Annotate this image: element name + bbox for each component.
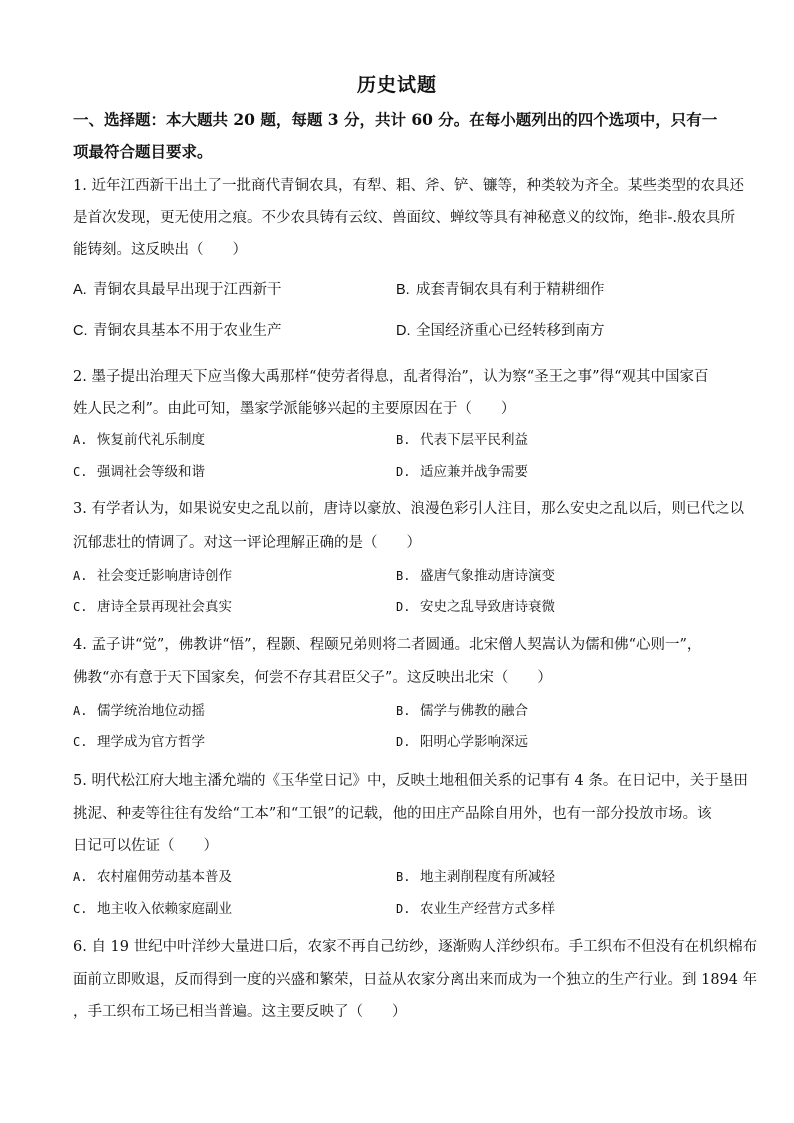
question-6-line-1: 6. 自 19 世纪中叶洋纱大量进口后，农家不再自己纺纱，逐渐购人洋纱织布。手工织布不但没有在机织棉布 — [73, 939, 758, 955]
option-text: 阳明心学影响深远 — [420, 734, 528, 750]
question-5-option-c — [73, 898, 232, 920]
question-3-option-b — [396, 565, 555, 587]
option-key: A. — [73, 433, 88, 447]
option-key: A. — [73, 704, 88, 718]
page-title: 历史试题 — [356, 74, 437, 96]
option-text: 理学成为官方哲学 — [97, 734, 205, 750]
option-text: 青铜农具最早出现于江西新干 — [93, 282, 282, 298]
option-text: 青铜农具基本不用于农业生产 — [93, 323, 282, 339]
option-key: A. — [73, 870, 88, 884]
question-4-line-1: 4. 孟子讲“觉”，佛教讲“悟”，程颢、程颐兄弟则将二者圆通。北宋僧人契嵩认为儒和佛“心则一”， — [73, 637, 702, 653]
option-text: 安史之乱导致唐诗衰微 — [420, 599, 555, 615]
question-3-option-a — [73, 565, 232, 587]
option-text: 代表下层平民利益 — [420, 432, 528, 448]
question-4-option-c — [73, 731, 205, 753]
question-1-option-c — [73, 320, 282, 342]
question-6-line-2: 面前立即败退，反而得到一度的兴盛和繁荣，日益从农家分离出来而成为一个独立的生产行业。到 1894 年 — [73, 972, 758, 988]
question-5-line-2: 挑泥、种麦等往往有发给“工本”和“工银”的记载，他的田庄产品除自用外，也有一部分投放市场。该 — [73, 806, 712, 822]
question-2-line-1: 2. 墨子提出治理天下应当像大禹那样“使劳者得息，乱者得治”，认为察“圣王之事”得“观其中国家百 — [73, 369, 709, 385]
option-text: 全国经济重心已经转移到南方 — [416, 323, 605, 339]
question-5-option-d — [396, 898, 555, 920]
option-key: C. — [73, 735, 88, 749]
question-1-line-3: 能铸刻。这反映出（ ） — [73, 242, 247, 258]
option-text: 唐诗全景再现社会真实 — [97, 599, 232, 615]
option-text: 强调社会等级和谐 — [97, 464, 205, 480]
question-5-option-a — [73, 866, 232, 888]
option-key: B. — [396, 569, 411, 583]
question-6-line-3: ，手工织布工场已相当普遍。这主要反映了（ ） — [73, 1004, 407, 1020]
option-text: 成套青铜农具有利于精耕细作 — [416, 282, 605, 298]
option-text: 地主收入依赖家庭副业 — [97, 901, 232, 917]
option-key: D. — [396, 902, 411, 916]
option-key: A. — [73, 282, 87, 298]
option-text: 儒学统治地位动摇 — [97, 703, 205, 719]
question-1-option-a — [73, 279, 282, 301]
question-1-line-1: 1. 近年江西新干出土了一批商代青铜农具，有犁、耜、斧、铲、镰等，种类较为齐全。某些类型的农具还 — [73, 178, 744, 194]
question-4-option-a — [73, 700, 205, 722]
section-heading-line-2: 项最符合题目要求。 — [73, 142, 213, 161]
question-3-line-1: 3. 有学者认为，如果说安史之乱以前，唐诗以豪放、浪漫色彩引人注目，那么安史之乱以后，则已代之以 — [73, 501, 744, 517]
question-2-option-c — [73, 461, 205, 483]
question-5-line-1: 5. 明代松江府大地主潘允端的《玉华堂日记》中，反映土地租佃关系的记事有 4 条。在日记中，关于垦田 — [73, 773, 748, 789]
option-text: 农业生产经营方式多样 — [420, 901, 555, 917]
option-text: 社会变迁影响唐诗创作 — [97, 568, 232, 584]
option-text: 儒学与佛教的融合 — [420, 703, 528, 719]
option-key: C. — [73, 600, 88, 614]
question-1-option-d — [396, 320, 605, 342]
option-text: 地主剥削程度有所减轻 — [420, 869, 555, 885]
question-3-line-2: 沉郁悲壮的情调了。对这一评论理解正确的是（ ） — [73, 535, 421, 551]
option-key: B. — [396, 433, 411, 447]
option-key: C. — [73, 902, 88, 916]
option-key: D. — [396, 735, 411, 749]
question-2-option-d — [396, 461, 528, 483]
question-2-line-2: 姓人民之利”。由此可知，墨家学派能够兴起的主要原因在于（ ） — [73, 401, 516, 417]
option-key: B. — [396, 282, 410, 298]
option-key: B. — [396, 704, 411, 718]
question-1-option-b — [396, 279, 605, 301]
question-5-option-b — [396, 866, 555, 888]
section-heading-line-1: 一、选择题：本大题共 20 题，每题 3 分，共计 60 分。在每小题列出的四个选项中，只有一 — [73, 110, 718, 129]
question-4-option-b — [396, 700, 528, 722]
option-text: 盛唐气象推动唐诗演变 — [420, 568, 555, 584]
option-key: D. — [396, 600, 411, 614]
option-text: 农村雇佣劳动基本普及 — [97, 869, 232, 885]
option-text: 恢复前代礼乐制度 — [97, 432, 205, 448]
option-key: A. — [73, 569, 88, 583]
question-4-option-d — [396, 731, 528, 753]
question-5-line-3: 日记可以佐证（ ） — [73, 838, 218, 854]
question-3-option-c — [73, 596, 232, 618]
question-1-line-2: 是首次发现，更无使用之痕。不少农具铸有云纹、兽面纹、蝉纹等具有神秘意义的纹饰，绝非-.般农具所 — [73, 210, 736, 226]
option-key: D. — [396, 323, 411, 339]
question-2-option-b — [396, 429, 528, 451]
question-3-option-d — [396, 596, 555, 618]
question-4-line-2: 佛教“亦有意于天下国家矣，何尝不存其君臣父子”。这反映出北宋（ ） — [73, 670, 552, 686]
option-key: C. — [73, 465, 88, 479]
option-key: D. — [396, 465, 411, 479]
option-key: C. — [73, 323, 88, 339]
option-text: 适应兼并战争需要 — [420, 464, 528, 480]
question-2-option-a — [73, 429, 205, 451]
option-key: B. — [396, 870, 411, 884]
